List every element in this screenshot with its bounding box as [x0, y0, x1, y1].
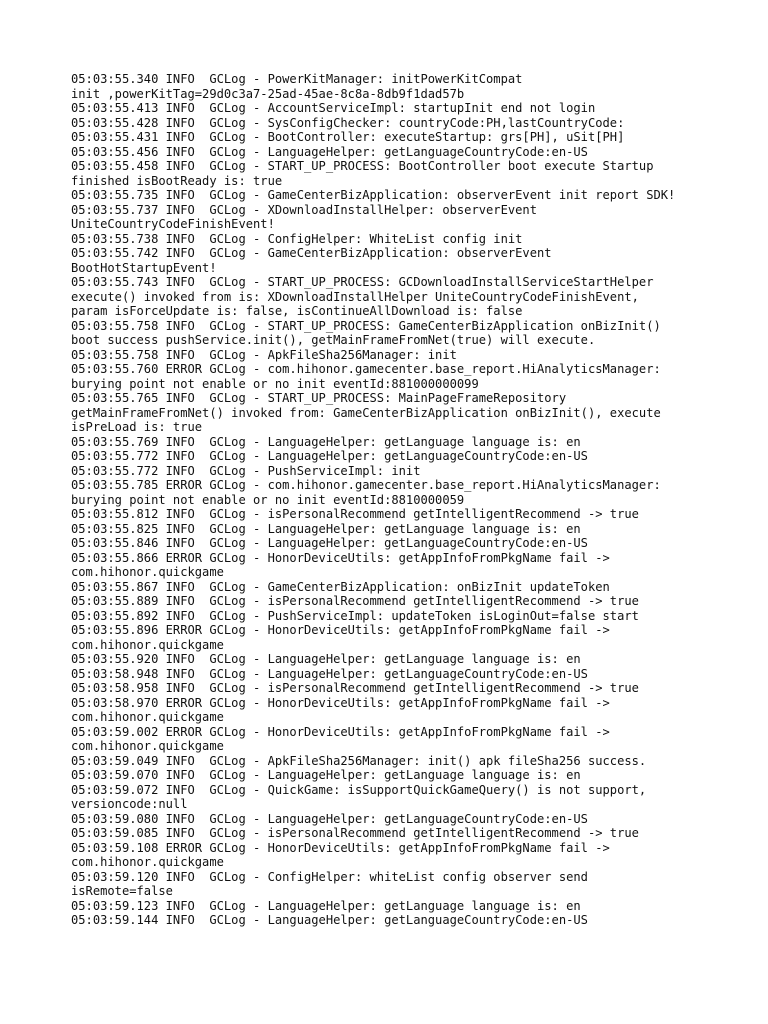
log-line: execute() invoked from is: XDownloadInstallHelper UniteCountryCodeFinishEvent, [71, 289, 639, 304]
log-line: 05:03:59.123 INFO GCLog - LanguageHelper: getLanguage language is: en [71, 898, 581, 913]
log-line: 05:03:55.812 INFO GCLog - isPersonalRecommend getIntelligentRecommend -> true [71, 507, 639, 521]
log-text-block [71, 72, 751, 928]
log-line: finished isBootReady is: true [71, 173, 283, 188]
log-line: 05:03:55.867 INFO GCLog - GameCenterBizApplication: onBizInit updateToken [71, 579, 610, 594]
log-line: burying point not enable or no init eventId:8810000059 [71, 492, 465, 507]
log-line: 05:03:59.144 INFO GCLog - LanguageHelper: getLanguageCountryCode:en-US [71, 913, 588, 927]
log-line: 05:03:55.431 INFO GCLog - BootController: executeStartup: grs[PH], uSit[PH] [71, 130, 625, 144]
log-line: 05:03:55.456 INFO GCLog - LanguageHelper: getLanguageCountryCode:en-US [71, 144, 588, 159]
log-line: 05:03:55.340 INFO GCLog - PowerKitManager: initPowerKitCompat [71, 72, 523, 86]
log-line: 05:03:59.120 INFO GCLog - ConfigHelper: whiteList config observer send [71, 869, 588, 884]
log-line: 05:03:55.772 INFO GCLog - LanguageHelper: getLanguageCountryCode:en-US [71, 449, 588, 463]
log-line: 05:03:55.889 INFO GCLog - isPersonalRecommend getIntelligentRecommend -> true [71, 594, 639, 608]
log-line: 05:03:55.825 INFO GCLog - LanguageHelper: getLanguage language is: en [71, 521, 581, 536]
log-line: 05:03:58.948 INFO GCLog - LanguageHelper: getLanguageCountryCode:en-US [71, 666, 588, 681]
log-line: boot success pushService.init(), getMainFrameFromNet(true) will execute. [71, 333, 596, 347]
log-line: 05:03:55.866 ERROR GCLog - HonorDeviceUtils: getAppInfoFromPkgName fail -> [71, 550, 610, 565]
log-line: versioncode:null [71, 797, 188, 811]
log-line: 05:03:55.765 INFO GCLog - START_UP_PROCESS: MainPageFrameRepository [71, 391, 567, 405]
log-line: 05:03:58.958 INFO GCLog - isPersonalRecommend getIntelligentRecommend -> true [71, 681, 639, 695]
log-line: 05:03:55.785 ERROR GCLog - com.hihonor.gamecenter.base_report.HiAnalyticsManager: [71, 478, 661, 492]
log-line: 05:03:58.970 ERROR GCLog - HonorDeviceUtils: getAppInfoFromPkgName fail -> [71, 695, 610, 710]
log-line: com.hihonor.quickgame [71, 565, 224, 579]
log-line: com.hihonor.quickgame [71, 855, 224, 869]
log-line: com.hihonor.quickgame [71, 637, 224, 652]
log-line: 05:03:55.920 INFO GCLog - LanguageHelper: getLanguage language is: en [71, 652, 581, 666]
log-line: 05:03:55.772 INFO GCLog - PushServiceImpl: init [71, 463, 421, 478]
log-line: getMainFrameFromNet() invoked from: GameCenterBizApplication onBizInit(), execute [71, 405, 661, 420]
log-line: 05:03:55.735 INFO GCLog - GameCenterBizApplication: observerEvent init report SDK! [71, 188, 676, 202]
log-line: UniteCountryCodeFinishEvent! [71, 217, 275, 231]
log-line: 05:03:55.428 INFO GCLog - SysConfigChecker: countryCode:PH,lastCountryCode: [71, 115, 625, 130]
log-line: 05:03:55.737 INFO GCLog - XDownloadInstallHelper: observerEvent [71, 202, 537, 217]
log-line: 05:03:55.743 INFO GCLog - START_UP_PROCESS: GCDownloadInstallServiceStartHelper [71, 275, 654, 289]
log-line: isRemote=false [71, 884, 173, 898]
log-line: 05:03:59.080 INFO GCLog - LanguageHelper: getLanguageCountryCode:en-US [71, 811, 588, 826]
log-line: 05:03:55.458 INFO GCLog - START_UP_PROCESS: BootController boot execute Startup [71, 159, 654, 173]
log-line: 05:03:55.846 INFO GCLog - LanguageHelper: getLanguageCountryCode:en-US [71, 536, 588, 550]
log-line: 05:03:55.896 ERROR GCLog - HonorDeviceUtils: getAppInfoFromPkgName fail -> [71, 623, 610, 637]
log-line: 05:03:55.758 INFO GCLog - ApkFileSha256Manager: init [71, 347, 457, 362]
log-line: burying point not enable or no init eventId:881000000099 [71, 376, 479, 391]
log-line: BootHotStartupEvent! [71, 260, 217, 275]
log-line: 05:03:55.892 INFO GCLog - PushServiceImpl: updateToken isLoginOut=false start [71, 608, 639, 623]
log-line: 05:03:55.738 INFO GCLog - ConfigHelper: WhiteList config init [71, 231, 523, 246]
log-line: 05:03:59.002 ERROR GCLog - HonorDeviceUtils: getAppInfoFromPkgName fail -> [71, 724, 610, 739]
log-line: isPreLoad is: true [71, 420, 203, 434]
log-line: 05:03:55.760 ERROR GCLog - com.hihonor.gamecenter.base_report.HiAnalyticsManager: [71, 362, 661, 376]
log-line: 05:03:59.072 INFO GCLog - QuickGame: isSupportQuickGameQuery() is not support, [71, 782, 647, 797]
log-line: 05:03:55.413 INFO GCLog - AccountServiceImpl: startupInit end not login [71, 101, 596, 115]
log-line: 05:03:55.758 INFO GCLog - START_UP_PROCESS: GameCenterBizApplication onBizInit() [71, 318, 661, 333]
log-line: 05:03:55.742 INFO GCLog - GameCenterBizApplication: observerEvent [71, 246, 552, 260]
log-line: param isForceUpdate is: false, isContinueAllDownload is: false [71, 304, 523, 318]
log-line: 05:03:59.049 INFO GCLog - ApkFileSha256Manager: init() apk fileSha256 success. [71, 753, 647, 768]
log-line: com.hihonor.quickgame [71, 739, 224, 753]
log-line: init ,powerKitTag=29d0c3a7-25ad-45ae-8c8a-8db9f1dad57b [71, 86, 465, 101]
log-line: 05:03:55.769 INFO GCLog - LanguageHelper: getLanguage language is: en [71, 434, 581, 449]
log-line: com.hihonor.quickgame [71, 710, 224, 724]
log-line: 05:03:59.085 INFO GCLog - isPersonalRecommend getIntelligentRecommend -> true [71, 826, 639, 840]
log-line: 05:03:59.108 ERROR GCLog - HonorDeviceUtils: getAppInfoFromPkgName fail -> [71, 840, 610, 855]
log-line: 05:03:59.070 INFO GCLog - LanguageHelper: getLanguage language is: en [71, 768, 581, 782]
